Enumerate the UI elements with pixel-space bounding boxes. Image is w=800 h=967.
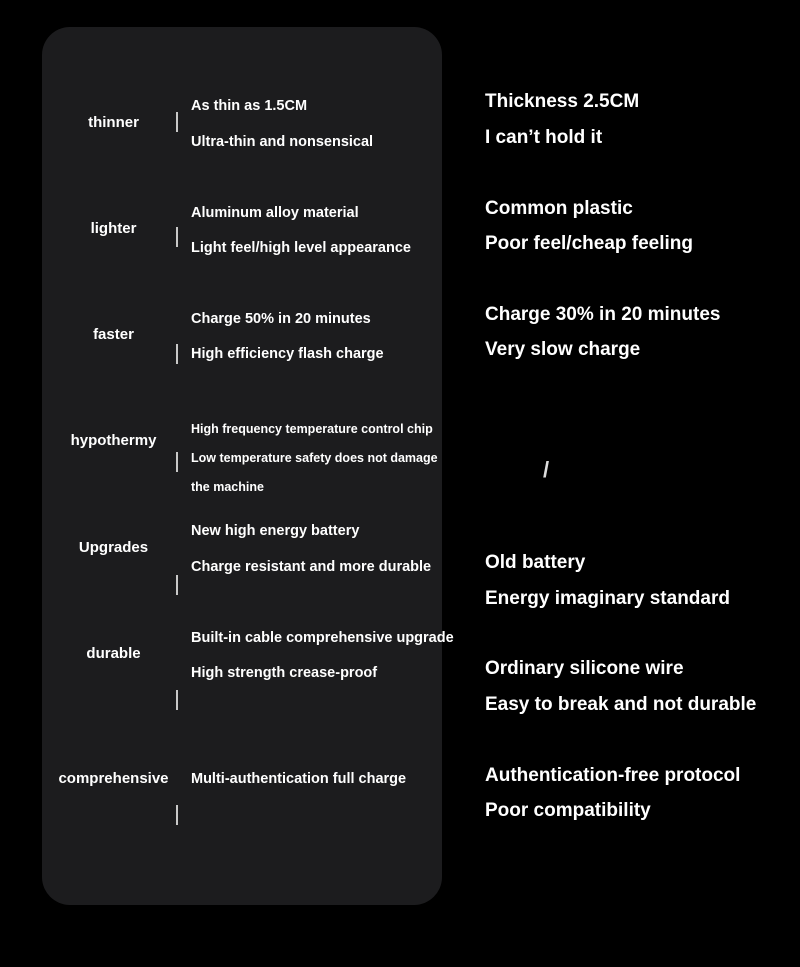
feature-text: New high energy battery <box>191 523 360 539</box>
feature-text: Aluminum alloy material <box>191 205 359 221</box>
competitor-text: Authentication-free protocol <box>485 765 741 786</box>
competitor-text: Thickness 2.5CM <box>485 91 640 112</box>
divider-bar <box>176 690 178 710</box>
competitor-text: Poor feel/cheap feeling <box>485 233 693 254</box>
feature-text: As thin as 1.5CM <box>191 98 308 114</box>
feature-text: Ultra-thin and nonsensical <box>191 134 374 150</box>
category-label: hypothermy <box>70 432 157 449</box>
category-label: lighter <box>90 220 137 237</box>
feature-text: Charge 50% in 20 minutes <box>191 311 371 327</box>
divider-bar <box>176 112 178 132</box>
competitor-none-mark: / <box>543 457 550 482</box>
competitor-text: Old battery <box>485 552 586 573</box>
feature-text: High frequency temperature control chip <box>191 422 433 436</box>
feature-text: Low temperature safety does not damage <box>191 451 438 465</box>
category-label: faster <box>93 326 134 343</box>
feature-text: the machine <box>191 480 264 494</box>
divider-bar <box>176 344 178 364</box>
competitor-text: Energy imaginary standard <box>485 588 730 609</box>
category-label: durable <box>86 645 141 662</box>
divider-bar <box>176 227 178 247</box>
competitor-text: Very slow charge <box>485 339 641 360</box>
divider-bar <box>176 575 178 595</box>
category-label: comprehensive <box>58 770 169 787</box>
feature-text: Multi-authentication full charge <box>191 771 407 787</box>
competitor-text: Ordinary silicone wire <box>485 658 684 679</box>
competitor-text: Easy to break and not durable <box>485 694 757 715</box>
competitor-text: I can’t hold it <box>485 127 603 148</box>
competitor-text: Poor compatibility <box>485 800 651 821</box>
divider-bar <box>176 805 178 825</box>
feature-text: Light feel/high level appearance <box>191 240 411 256</box>
feature-text: High strength crease-proof <box>191 665 378 681</box>
competitor-text: Common plastic <box>485 198 633 219</box>
category-label: thinner <box>88 114 139 131</box>
feature-text: Built-in cable comprehensive upgrade <box>191 630 454 646</box>
divider-bar <box>176 452 178 472</box>
feature-text: High efficiency flash charge <box>191 346 384 362</box>
competitor-text: Charge 30% in 20 minutes <box>485 304 721 325</box>
category-label: Upgrades <box>78 539 149 556</box>
feature-text: Charge resistant and more durable <box>191 559 432 575</box>
